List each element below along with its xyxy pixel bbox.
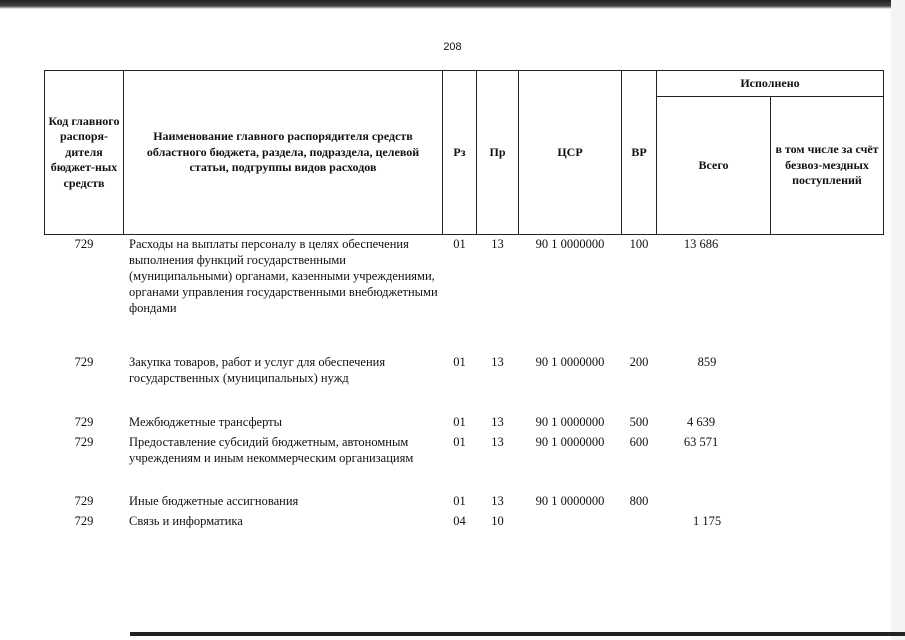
row-code: 729 bbox=[74, 494, 94, 508]
row-code: 729 bbox=[74, 237, 94, 251]
row-csr: 90 1 0000000 bbox=[535, 494, 605, 508]
header-total: Всего bbox=[656, 96, 771, 235]
row-rz: 01 bbox=[453, 237, 466, 251]
header-executed: Исполнено bbox=[656, 70, 884, 97]
scan-edge-bottom bbox=[130, 632, 905, 636]
row-vr: 800 bbox=[629, 494, 649, 508]
row-name: Расходы на выплаты персоналу в целях обеспечения выполнения функций государственными (муниципальными) органами, казенными учреждениями, органами управления государственными внебюджетными фондами bbox=[129, 237, 438, 315]
row-pr: 10 bbox=[491, 514, 504, 528]
row-csr: 90 1 0000000 bbox=[535, 237, 605, 251]
row-vr: 200 bbox=[629, 355, 649, 369]
row-rz: 01 bbox=[453, 355, 466, 369]
row-name: Связь и информатика bbox=[129, 514, 243, 528]
header-name: Наименование главного распорядителя средств областного бюджета, раздела, подраздела, целевой статьи, подгруппы видов расходов bbox=[123, 70, 443, 235]
row-vr: 500 bbox=[629, 415, 649, 429]
row-name: Межбюджетные трансферты bbox=[129, 415, 283, 429]
row-total: 859 bbox=[697, 355, 717, 369]
row-name: Закупка товаров, работ и услуг для обеспечения государственных (муниципальных) нужд bbox=[129, 355, 386, 385]
row-pr: 13 bbox=[491, 494, 504, 508]
row-total: 63 571 bbox=[683, 435, 719, 449]
header-rz: Рз bbox=[442, 70, 477, 235]
row-code: 729 bbox=[74, 355, 94, 369]
row-total: 1 175 bbox=[692, 514, 722, 528]
row-csr: 90 1 0000000 bbox=[535, 415, 605, 429]
row-pr: 13 bbox=[491, 237, 504, 251]
row-code: 729 bbox=[74, 415, 94, 429]
scan-edge-top bbox=[0, 0, 905, 9]
header-vr: ВР bbox=[621, 70, 657, 235]
row-vr: 600 bbox=[629, 435, 649, 449]
scan-edge-right bbox=[891, 0, 905, 640]
header-incl: в том числе за счёт безвоз-мездных поступлений bbox=[770, 96, 884, 235]
row-rz: 01 bbox=[453, 415, 466, 429]
header-csr: ЦСР bbox=[518, 70, 622, 235]
row-vr: 100 bbox=[629, 237, 649, 251]
header-pr: Пр bbox=[476, 70, 519, 235]
row-code: 729 bbox=[74, 514, 94, 528]
row-pr: 13 bbox=[491, 415, 504, 429]
row-rz: 04 bbox=[453, 514, 466, 528]
header-code: Код главного распоря-дителя бюджет-ных средств bbox=[44, 70, 124, 235]
row-csr: 90 1 0000000 bbox=[535, 355, 605, 369]
row-name: Предоставление субсидий бюджетным, автономным учреждениям и иным некоммерческим организациям bbox=[129, 435, 414, 465]
row-pr: 13 bbox=[491, 355, 504, 369]
row-total: 13 686 bbox=[683, 237, 719, 251]
row-total: 4 639 bbox=[686, 415, 716, 429]
row-code: 729 bbox=[74, 435, 94, 449]
row-rz: 01 bbox=[453, 435, 466, 449]
row-pr: 13 bbox=[491, 435, 504, 449]
row-csr: 90 1 0000000 bbox=[535, 435, 605, 449]
row-name: Иные бюджетные ассигнования bbox=[129, 494, 299, 508]
page-number: 208 bbox=[443, 41, 462, 53]
row-rz: 01 bbox=[453, 494, 466, 508]
